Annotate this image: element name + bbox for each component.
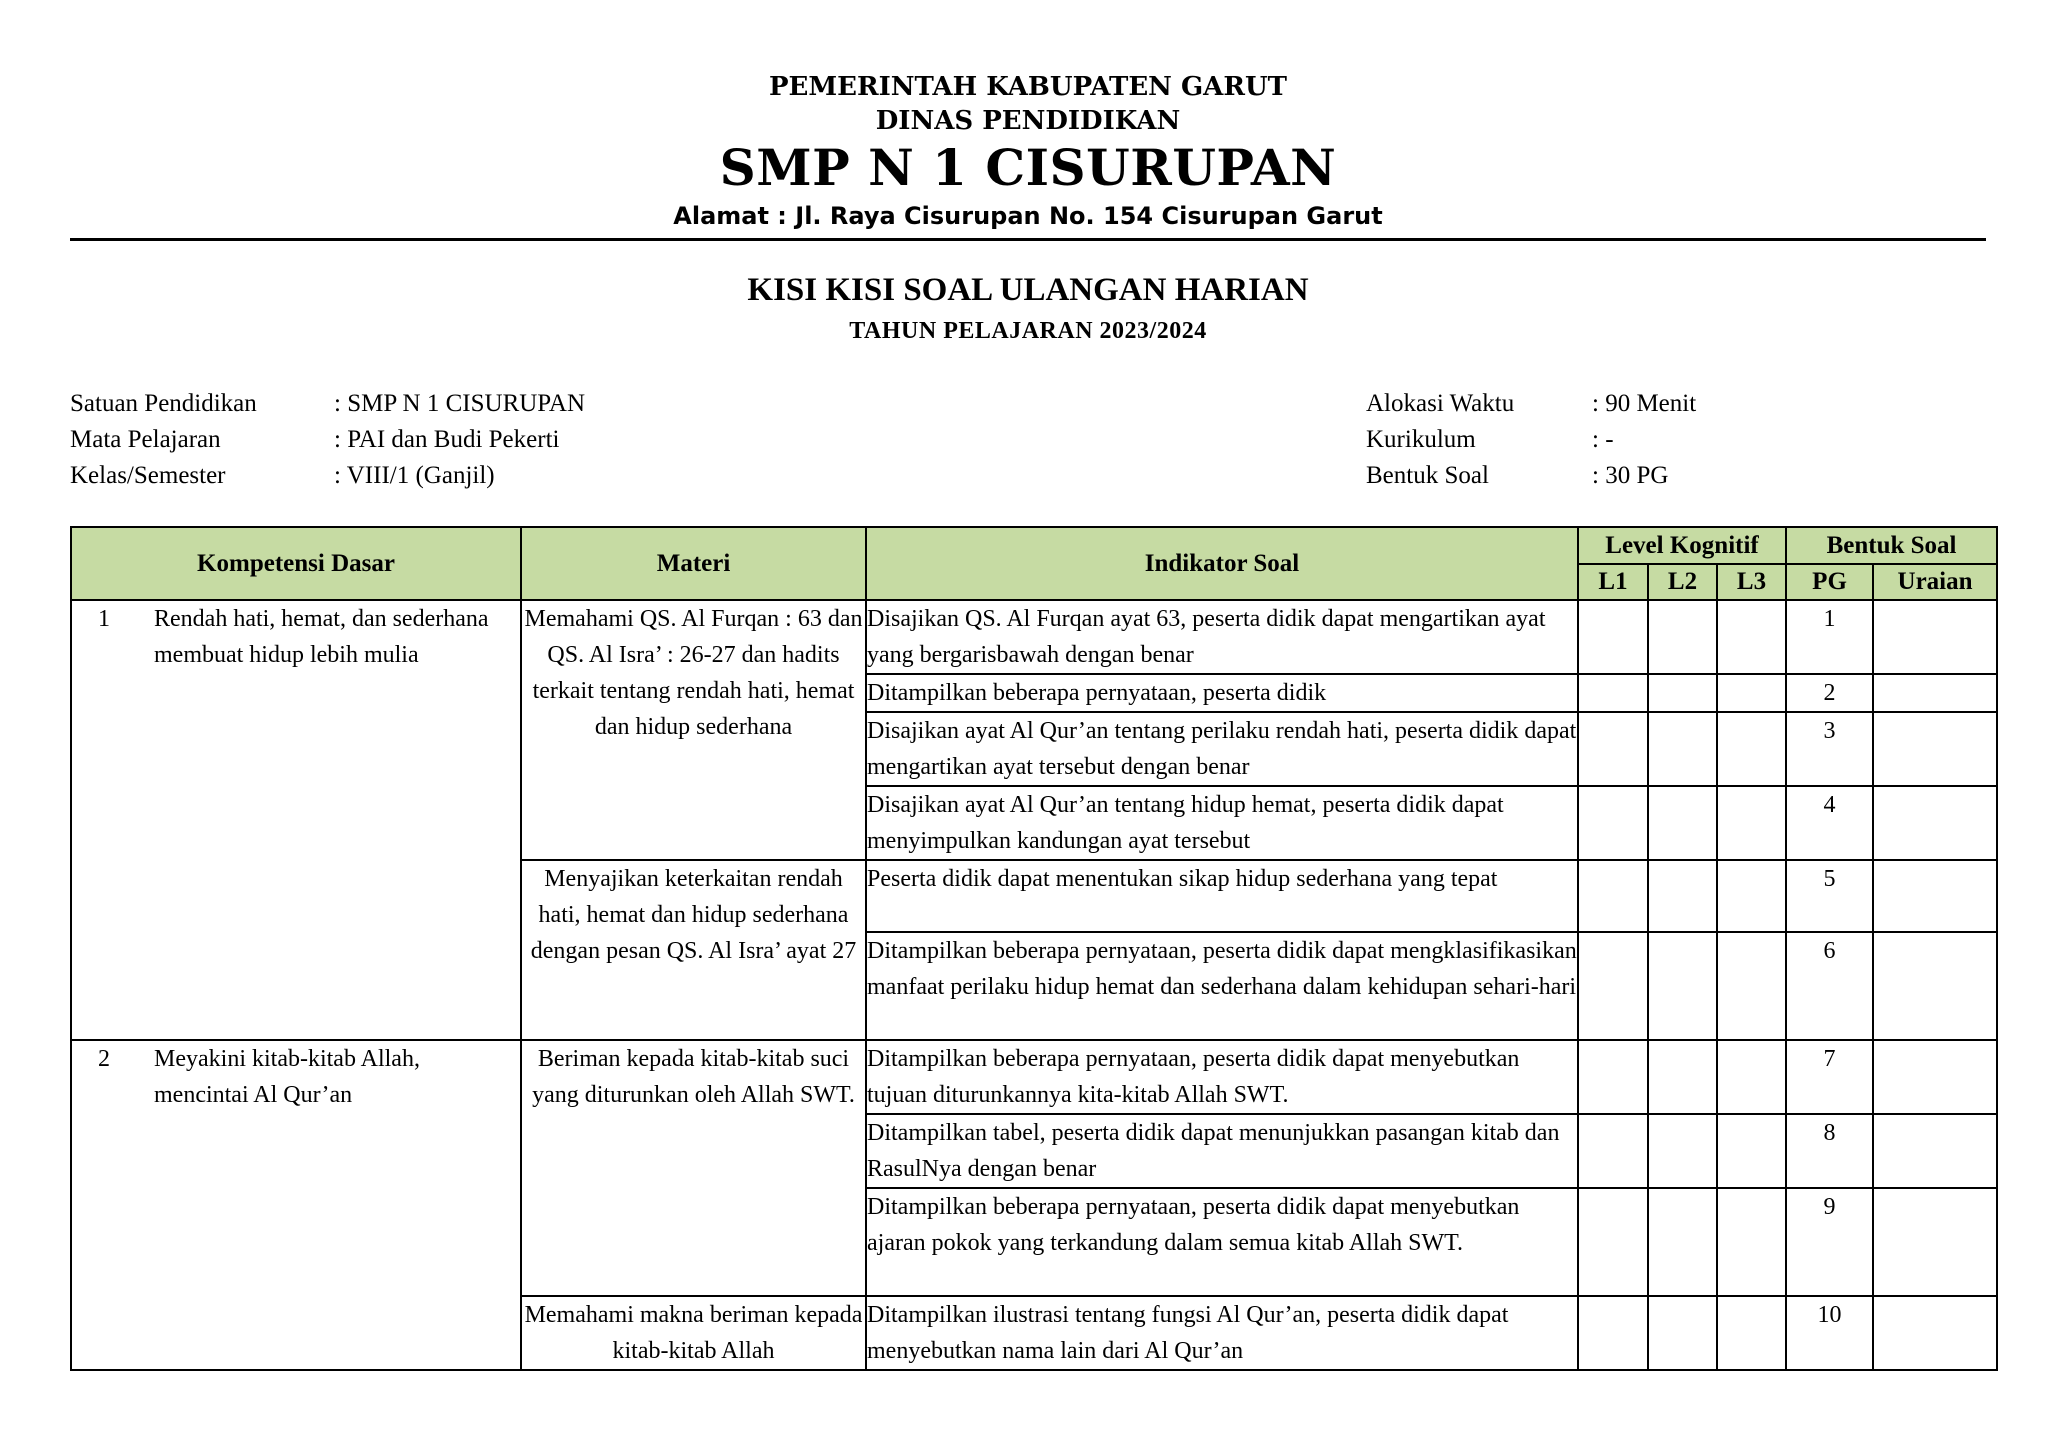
l1-cell (1578, 1040, 1648, 1114)
pg-number: 9 (1786, 1188, 1873, 1296)
info-value: : VIII/1 (Ganjil) (334, 462, 495, 489)
document-subtitle: TAHUN PELAJARAN 2023/2024 (849, 318, 1207, 344)
l2-cell (1648, 712, 1717, 786)
indikator-cell: Ditampilkan beberapa pernyataan, peserta didik dapat mengklasifikasikan manfaat perilaku hidup hemat dan sederhana dalam kehidupan sehari-hari (866, 932, 1578, 1040)
l2-cell (1648, 1040, 1717, 1114)
l3-cell (1717, 1114, 1786, 1188)
table-row (71, 600, 1997, 674)
indikator-cell: Disajikan ayat Al Qur’an tentang perilaku rendah hati, peserta didik dapat mengartikan ayat tersebut dengan benar (866, 712, 1578, 786)
l2-cell (1648, 786, 1717, 860)
indikator-cell: Ditampilkan beberapa pernyataan, peserta didik dapat menyebutkan tujuan diturunkannya kita-kitab Allah SWT. (866, 1040, 1578, 1114)
kop-department: DINAS PENDIDIKAN (875, 106, 1181, 136)
l3-cell (1717, 1040, 1786, 1114)
info-label: Alokasi Waktu (1366, 390, 1515, 417)
l1-cell (1578, 860, 1648, 932)
info-left-block (70, 386, 585, 494)
kop-government: PEMERINTAH KABUPATEN GARUT (769, 72, 1287, 102)
info-row (1366, 458, 1696, 494)
info-label: Kurikulum (1366, 426, 1476, 453)
l2-cell (1648, 932, 1717, 1040)
materi-cell: Memahami QS. Al Furqan : 63 dan QS. Al Isra’ : 26-27 dan hadits terkait tentang rendah hati, hemat dan hidup sederhana (521, 600, 866, 860)
kop-school-name: SMP N 1 CISURUPAN (719, 138, 1337, 197)
l2-cell (1648, 674, 1717, 712)
info-row (70, 458, 585, 494)
l1-cell (1578, 1296, 1648, 1370)
l1-cell (1578, 786, 1648, 860)
uraian-cell (1873, 1296, 1997, 1370)
l1-cell (1578, 600, 1648, 674)
l1-cell (1578, 1114, 1648, 1188)
header-l1: L1 (1578, 564, 1648, 600)
uraian-cell (1873, 932, 1997, 1040)
kd-text: Rendah hati, hemat, dan sederhana membuat hidup lebih mulia (154, 606, 489, 668)
info-row (1366, 386, 1696, 422)
l2-cell (1648, 1188, 1717, 1296)
kisi-table (70, 526, 1998, 1371)
info-label: Satuan Pendidikan (70, 390, 257, 417)
indikator-cell: Disajikan ayat Al Qur’an tentang hidup hemat, peserta didik dapat menyimpulkan kandungan ayat tersebut (866, 786, 1578, 860)
l3-cell (1717, 932, 1786, 1040)
materi-cell: Memahami makna beriman kepada kitab-kitab Allah (521, 1296, 866, 1370)
uraian-cell (1873, 712, 1997, 786)
header-kompetensi-dasar: Kompetensi Dasar (71, 527, 521, 600)
pg-number: 6 (1786, 932, 1873, 1040)
info-value: : PAI dan Budi Pekerti (334, 426, 560, 453)
l2-cell (1648, 860, 1717, 932)
document-title: KISI KISI SOAL ULANGAN HARIAN (747, 272, 1309, 308)
l3-cell (1717, 600, 1786, 674)
info-row (70, 422, 585, 458)
l3-cell (1717, 674, 1786, 712)
pg-number: 10 (1786, 1296, 1873, 1370)
info-label: Bentuk Soal (1366, 462, 1489, 489)
l3-cell (1717, 1296, 1786, 1370)
pg-number: 1 (1786, 600, 1873, 674)
kd-cell (71, 1040, 521, 1370)
uraian-cell (1873, 1040, 1997, 1114)
l3-cell (1717, 1188, 1786, 1296)
indikator-cell: Disajikan QS. Al Furqan ayat 63, peserta didik dapat mengartikan ayat yang bergarisbawah dengan benar (866, 600, 1578, 674)
pg-number: 5 (1786, 860, 1873, 932)
materi-cell: Beriman kepada kitab-kitab suci yang diturunkan oleh Allah SWT. (521, 1040, 866, 1296)
pg-number: 7 (1786, 1040, 1873, 1114)
l3-cell (1717, 860, 1786, 932)
info-right-block (1366, 386, 1696, 494)
l1-cell (1578, 712, 1648, 786)
pg-number: 3 (1786, 712, 1873, 786)
l1-cell (1578, 932, 1648, 1040)
header-indikator: Indikator Soal (866, 527, 1578, 600)
kd-text: Meyakini kitab-kitab Allah, mencintai Al Qur’an (154, 1046, 420, 1108)
l1-cell (1578, 674, 1648, 712)
header-bentuk-soal: Bentuk Soal (1786, 527, 1997, 564)
l1-cell (1578, 1188, 1648, 1296)
indikator-cell: Ditampilkan ilustrasi tentang fungsi Al Qur’an, peserta didik dapat menyebutkan nama lain dari Al Qur’an (866, 1296, 1578, 1370)
header-l2: L2 (1648, 564, 1717, 600)
materi-cell: Menyajikan keterkaitan rendah hati, hemat dan hidup sederhana dengan pesan QS. Al Isra’ ayat 27 (521, 860, 866, 1040)
indikator-cell: Peserta didik dapat menentukan sikap hidup sederhana yang tepat (866, 860, 1578, 932)
pg-number: 8 (1786, 1114, 1873, 1188)
info-value: : 90 Menit (1592, 390, 1697, 417)
header-materi: Materi (521, 527, 866, 600)
uraian-cell (1873, 860, 1997, 932)
pg-number: 2 (1786, 674, 1873, 712)
info-value: : 30 PG (1592, 462, 1669, 489)
uraian-cell (1873, 1188, 1997, 1296)
l3-cell (1717, 712, 1786, 786)
info-value: : - (1592, 426, 1614, 453)
l2-cell (1648, 1114, 1717, 1188)
indikator-cell: Ditampilkan beberapa pernyataan, peserta didik (866, 674, 1578, 712)
info-row (1366, 422, 1696, 458)
uraian-cell (1873, 674, 1997, 712)
header-l3: L3 (1717, 564, 1786, 600)
info-label: Kelas/Semester (70, 462, 226, 489)
header-pg: PG (1786, 564, 1873, 600)
pg-number: 4 (1786, 786, 1873, 860)
kop-address: Alamat : Jl. Raya Cisurupan No. 154 Cisurupan Garut (673, 202, 1383, 230)
info-row (70, 386, 585, 422)
table-row (71, 1040, 1997, 1114)
header-level-kognitif: Level Kognitif (1578, 527, 1786, 564)
kd-number: 2 (98, 1046, 110, 1072)
kd-number: 1 (98, 606, 110, 632)
header-uraian: Uraian (1873, 564, 1997, 600)
l2-cell (1648, 600, 1717, 674)
info-value: : SMP N 1 CISURUPAN (334, 390, 586, 417)
indikator-cell: Ditampilkan tabel, peserta didik dapat menunjukkan pasangan kitab dan RasulNya dengan benar (866, 1114, 1578, 1188)
indikator-cell: Ditampilkan beberapa pernyataan, peserta didik dapat menyebutkan ajaran pokok yang terkandung dalam semua kitab Allah SWT. (866, 1188, 1578, 1296)
kop-divider (70, 238, 1986, 241)
l2-cell (1648, 1296, 1717, 1370)
uraian-cell (1873, 600, 1997, 674)
uraian-cell (1873, 786, 1997, 860)
kd-cell (71, 600, 521, 1040)
uraian-cell (1873, 1114, 1997, 1188)
info-label: Mata Pelajaran (70, 426, 221, 453)
l3-cell (1717, 786, 1786, 860)
